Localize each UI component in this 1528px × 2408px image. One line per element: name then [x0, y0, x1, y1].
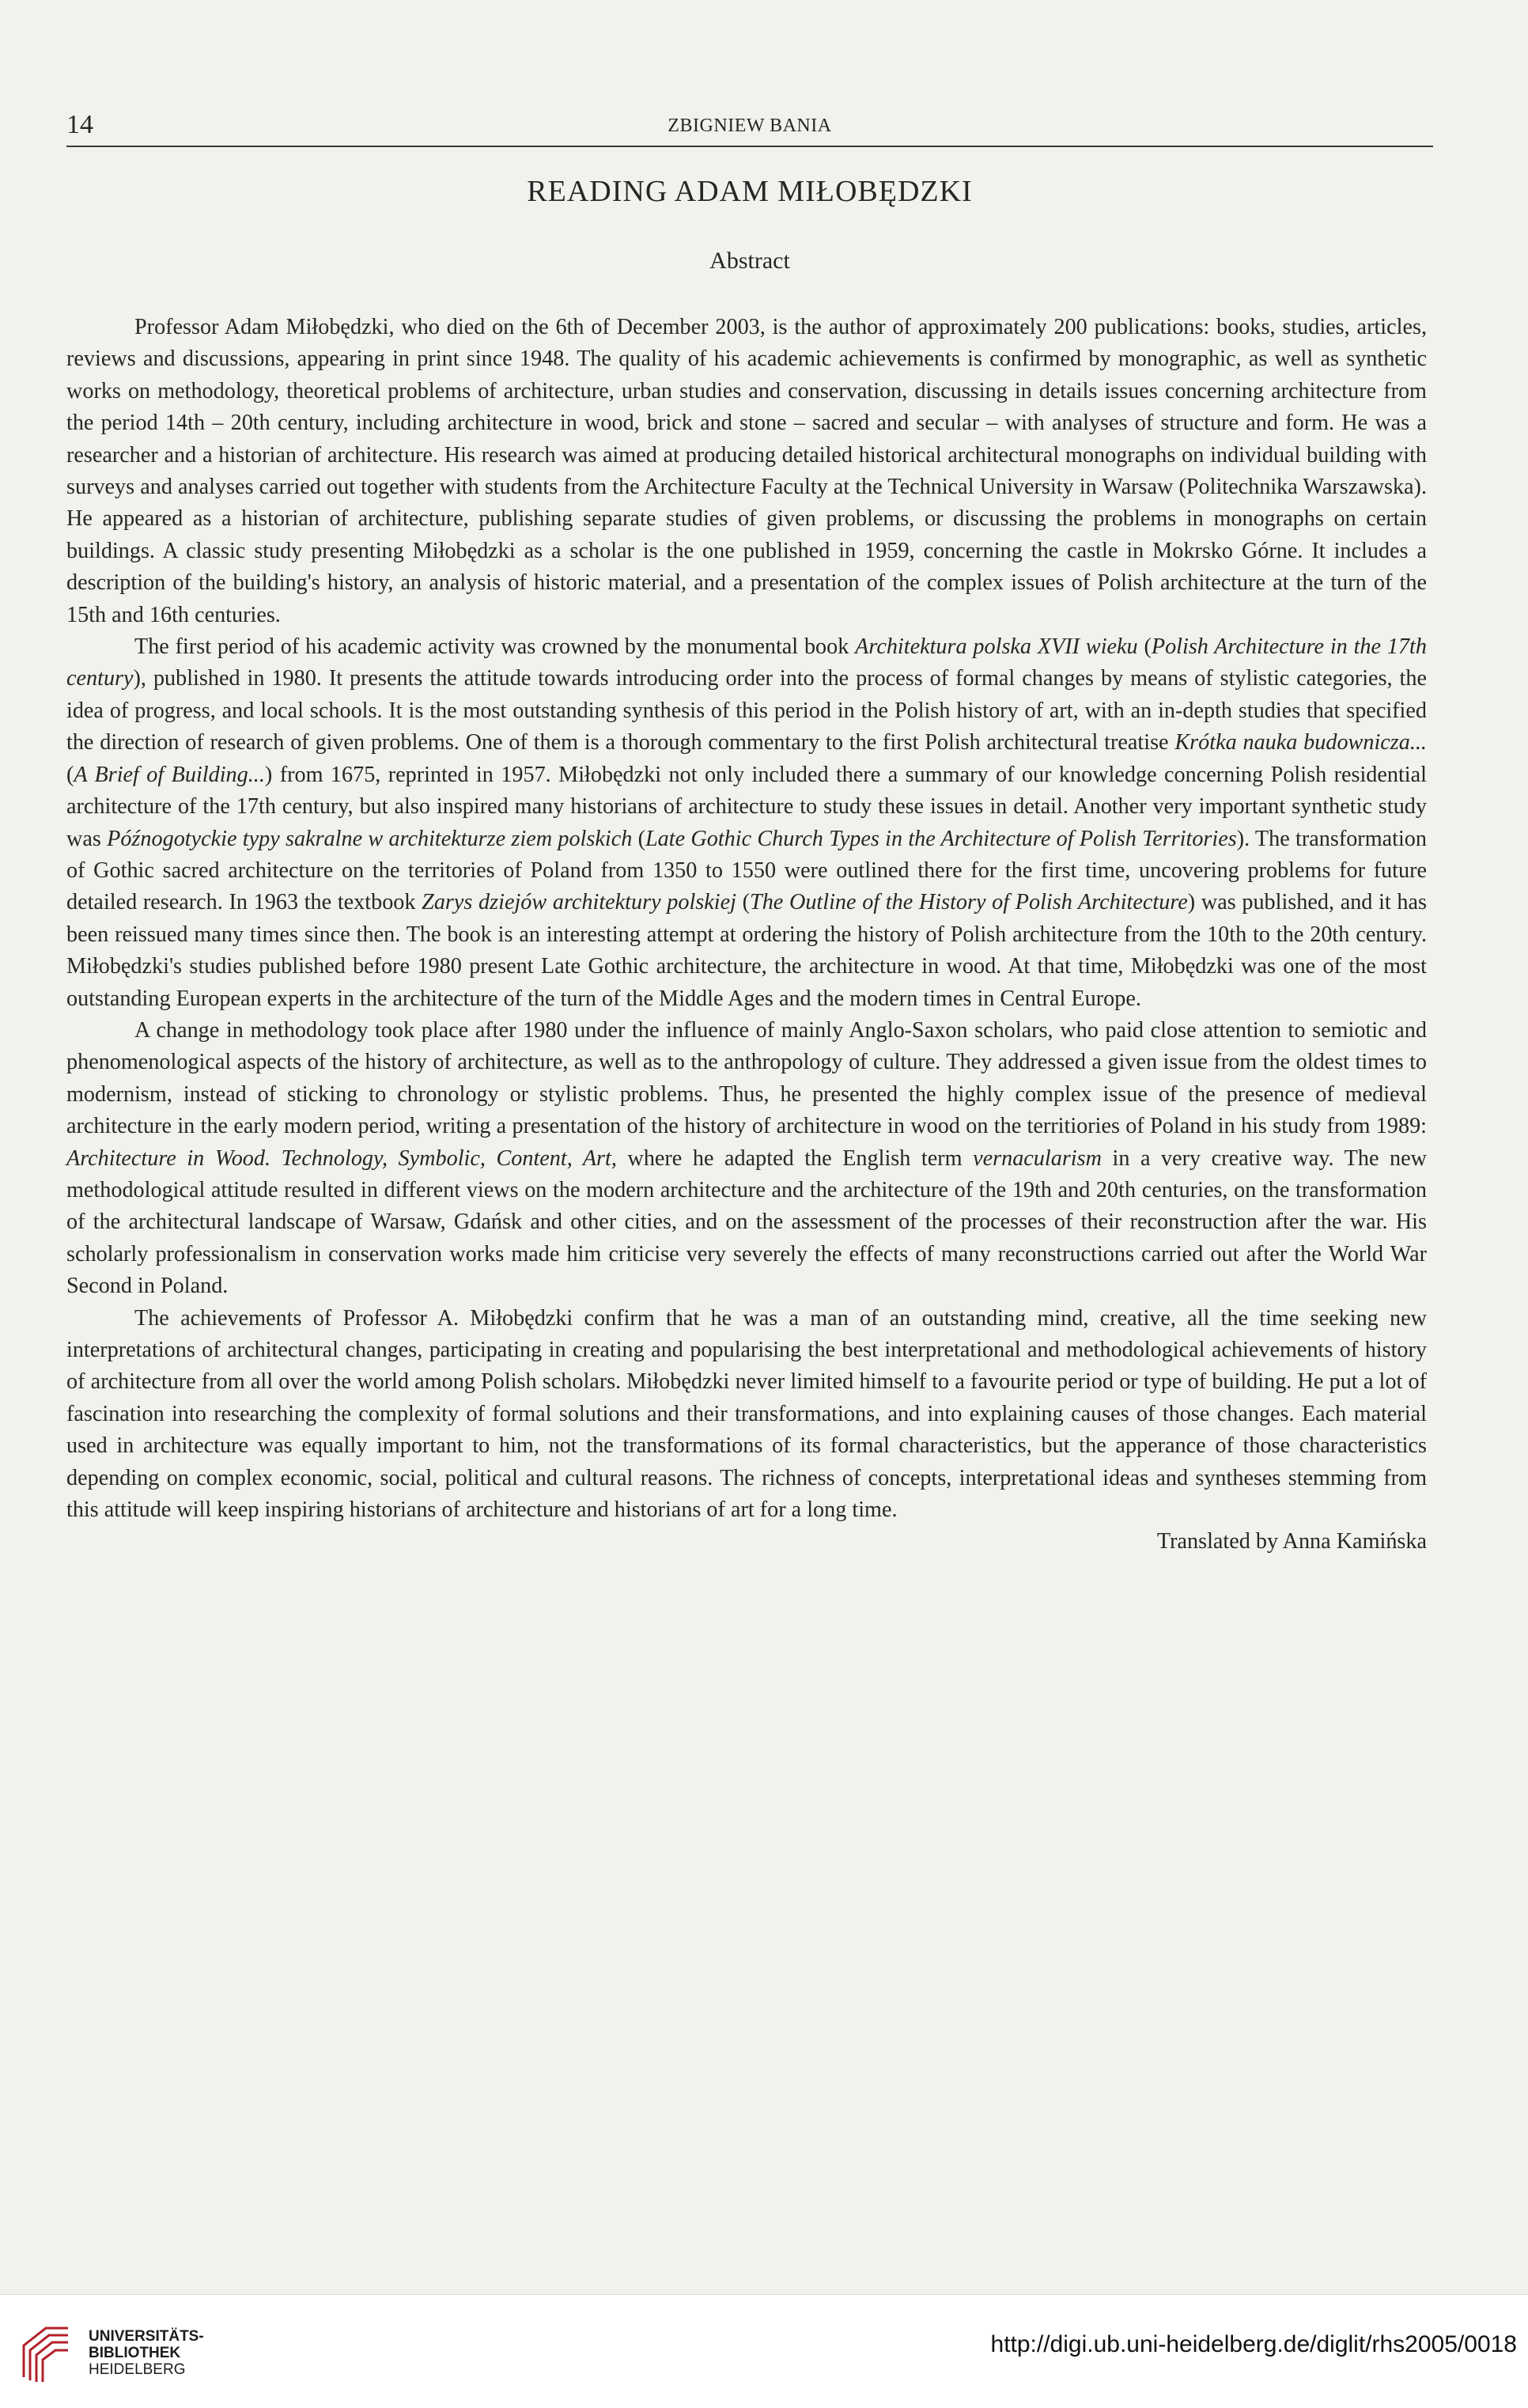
- logo-stroke-3: [36, 2342, 68, 2382]
- heidelberg-library-logo-icon: [19, 2322, 82, 2385]
- paragraph-3: A change in methodology took place after 1980 under the influence of mainly Anglo-Saxon scholars, who paid close attention to semiotic and phenomenological aspects of the history of architecture, as well as to the anthropology of culture. They addressed a given issue from the oldest times to modernism, instead of sticking to chronology or stylistic problems. Thus, he presented the highly complex issue of the presence of medieval architecture in the early modern period, writing a presentation of the history of architecture in wood on the territiories of Poland in his study from 1989: Architecture in Wood. Technology, Symbolic, Content, Art, where he adapted the English term vernacularism in a very creative way. The new methodological attitude resulted in different views on the modern architecture and the architecture of the 19th and 20th centuries, on the transformation of the architectural landscape of Warsaw, Gdańsk and other cities, and on the assessment of the processes of their reconstruction after the war. His scholarly professionalism in conservation works made him criticise very severely the effects of many reconstructions carried out after the World War Second in Poland.: [66, 1017, 1427, 1299]
- paragraph-1: Professor Adam Miłobędzki, who died on the 6th of December 2003, is the author of approximately 200 publications: books, studies, articles, reviews and discussions, appearing in print since 1948. The quality of his academic achievements is confirmed by monographic, as well as synthetic works on methodology, theoretical problems of architecture, urban studies and conservation, discussing in details issues concerning architecture from the period 14th – 20th century, including architecture in wood, brick and stone – sacred and secular – with analyses of structure and form. He was a researcher and a historian of architecture. His research was aimed at producing detailed historical architectural monographs on individual building with surveys and analyses carried out together with students from the Architecture Faculty at the Technical University in Warsaw (Politechnika Warszawska). He appeared as a historian of architecture, publishing separate studies of given problems, or discussing the problems in monographs on certain buildings. A classic study presenting Miłobędzki as a scholar is the one published in 1959, concerning the castle in Mokrsko Górne. It includes a description of the building's history, an analysis of historic material, and a presentation of the complex issues of Polish architecture at the turn of the 15th and 16th centuries.: [66, 315, 1427, 627]
- running-head: [66, 109, 1433, 147]
- abstract-body: [66, 312, 1427, 1558]
- library-name-line-1: UNIVERSITÄTS-: [89, 2328, 204, 2345]
- library-name: [89, 2328, 204, 2378]
- library-name-line-3: HEIDELBERG: [89, 2361, 186, 2378]
- source-url-link[interactable]: http://digi.ub.uni-heidelberg.de/diglit/rhs2005/0018: [990, 2331, 1517, 2357]
- logo-stroke-4: [43, 2350, 68, 2382]
- translator-credit: Translated by Anna Kamińska: [1156, 1529, 1427, 1554]
- running-author: ZBIGNIEW BANIA: [668, 115, 832, 136]
- page-number: 14: [66, 110, 93, 139]
- library-name-line-2: BIBLIOTHEK: [89, 2345, 181, 2361]
- paragraph-4: The achievements of Professor A. Miłobędzki confirm that he was a man of an outstanding mind, creative, all the time seeking new interpretations of architectural changes, participating in creating and popularising the best interpretational and methodological achievements of history of architecture from all over the world among Polish scholars. Miłobędzki never limited himself to a favourite period or type of building. He put a lot of fascination into researching the complexity of formal solutions and their transformations, and into explaining causes of those changes. Each material used in architecture was equally important to him, not the transformations of its formal characteristics, but the apperance of those characteristics depending on complex economic, social, political and cultural reasons. The richness of concepts, interpretational ideas and syntheses stemming from this attitude will keep inspiring historians of architecture and historians of art for a long time.: [66, 1305, 1427, 1523]
- article-title: READING ADAM MIŁOBĘDZKI: [527, 175, 973, 208]
- abstract-heading: Abstract: [709, 248, 790, 274]
- paragraph-2: The first period of his academic activity was crowned by the monumental book Architektura polska XVII wieku (Polish Architecture in the 17th century), published in 1980. It presents the attitude towards introducing order into the process of formal changes by means of stylistic categories, the idea of progress, and local schools. It is the most outstanding synthesis of this period in the Polish history of art, with an in-depth studies that specified the direction of research of given problems. One of them is a thorough commentary to the first Polish architectural treatise Krótka nauka budownicza... (A Brief of Building...) from 1675, reprinted in 1957. Miłobędzki not only included there a summary of our knowledge concerning Polish residential architecture of the 17th century, but also inspired many historians of architecture to study these issues in detail. Another very important synthetic study was Późnogotyckie typy sakralne w architekturze ziem polskich (Late Gothic Church Types in the Architecture of Polish Territories). The transformation of Gothic sacred architecture on the territories of Poland from 1350 to 1550 were outlined there for the first time, uncovering problems for future detailed research. In 1963 the textbook Zarys dziejów architektury polskiej (The Outline of the History of Polish Architecture) was published, and it has been reissued many times since then. The book is an interesting attempt at ordering the history of Polish architecture from the 10th to the 20th century. Miłobędzki's studies published before 1980 present Late Gothic architecture, the architecture in wood. At that time, Miłobędzki was one of the most outstanding European experts in the architecture of the turn of the Middle Ages and the modern times in Central Europe.: [66, 634, 1427, 1011]
- digitization-footer: [0, 2294, 1528, 2408]
